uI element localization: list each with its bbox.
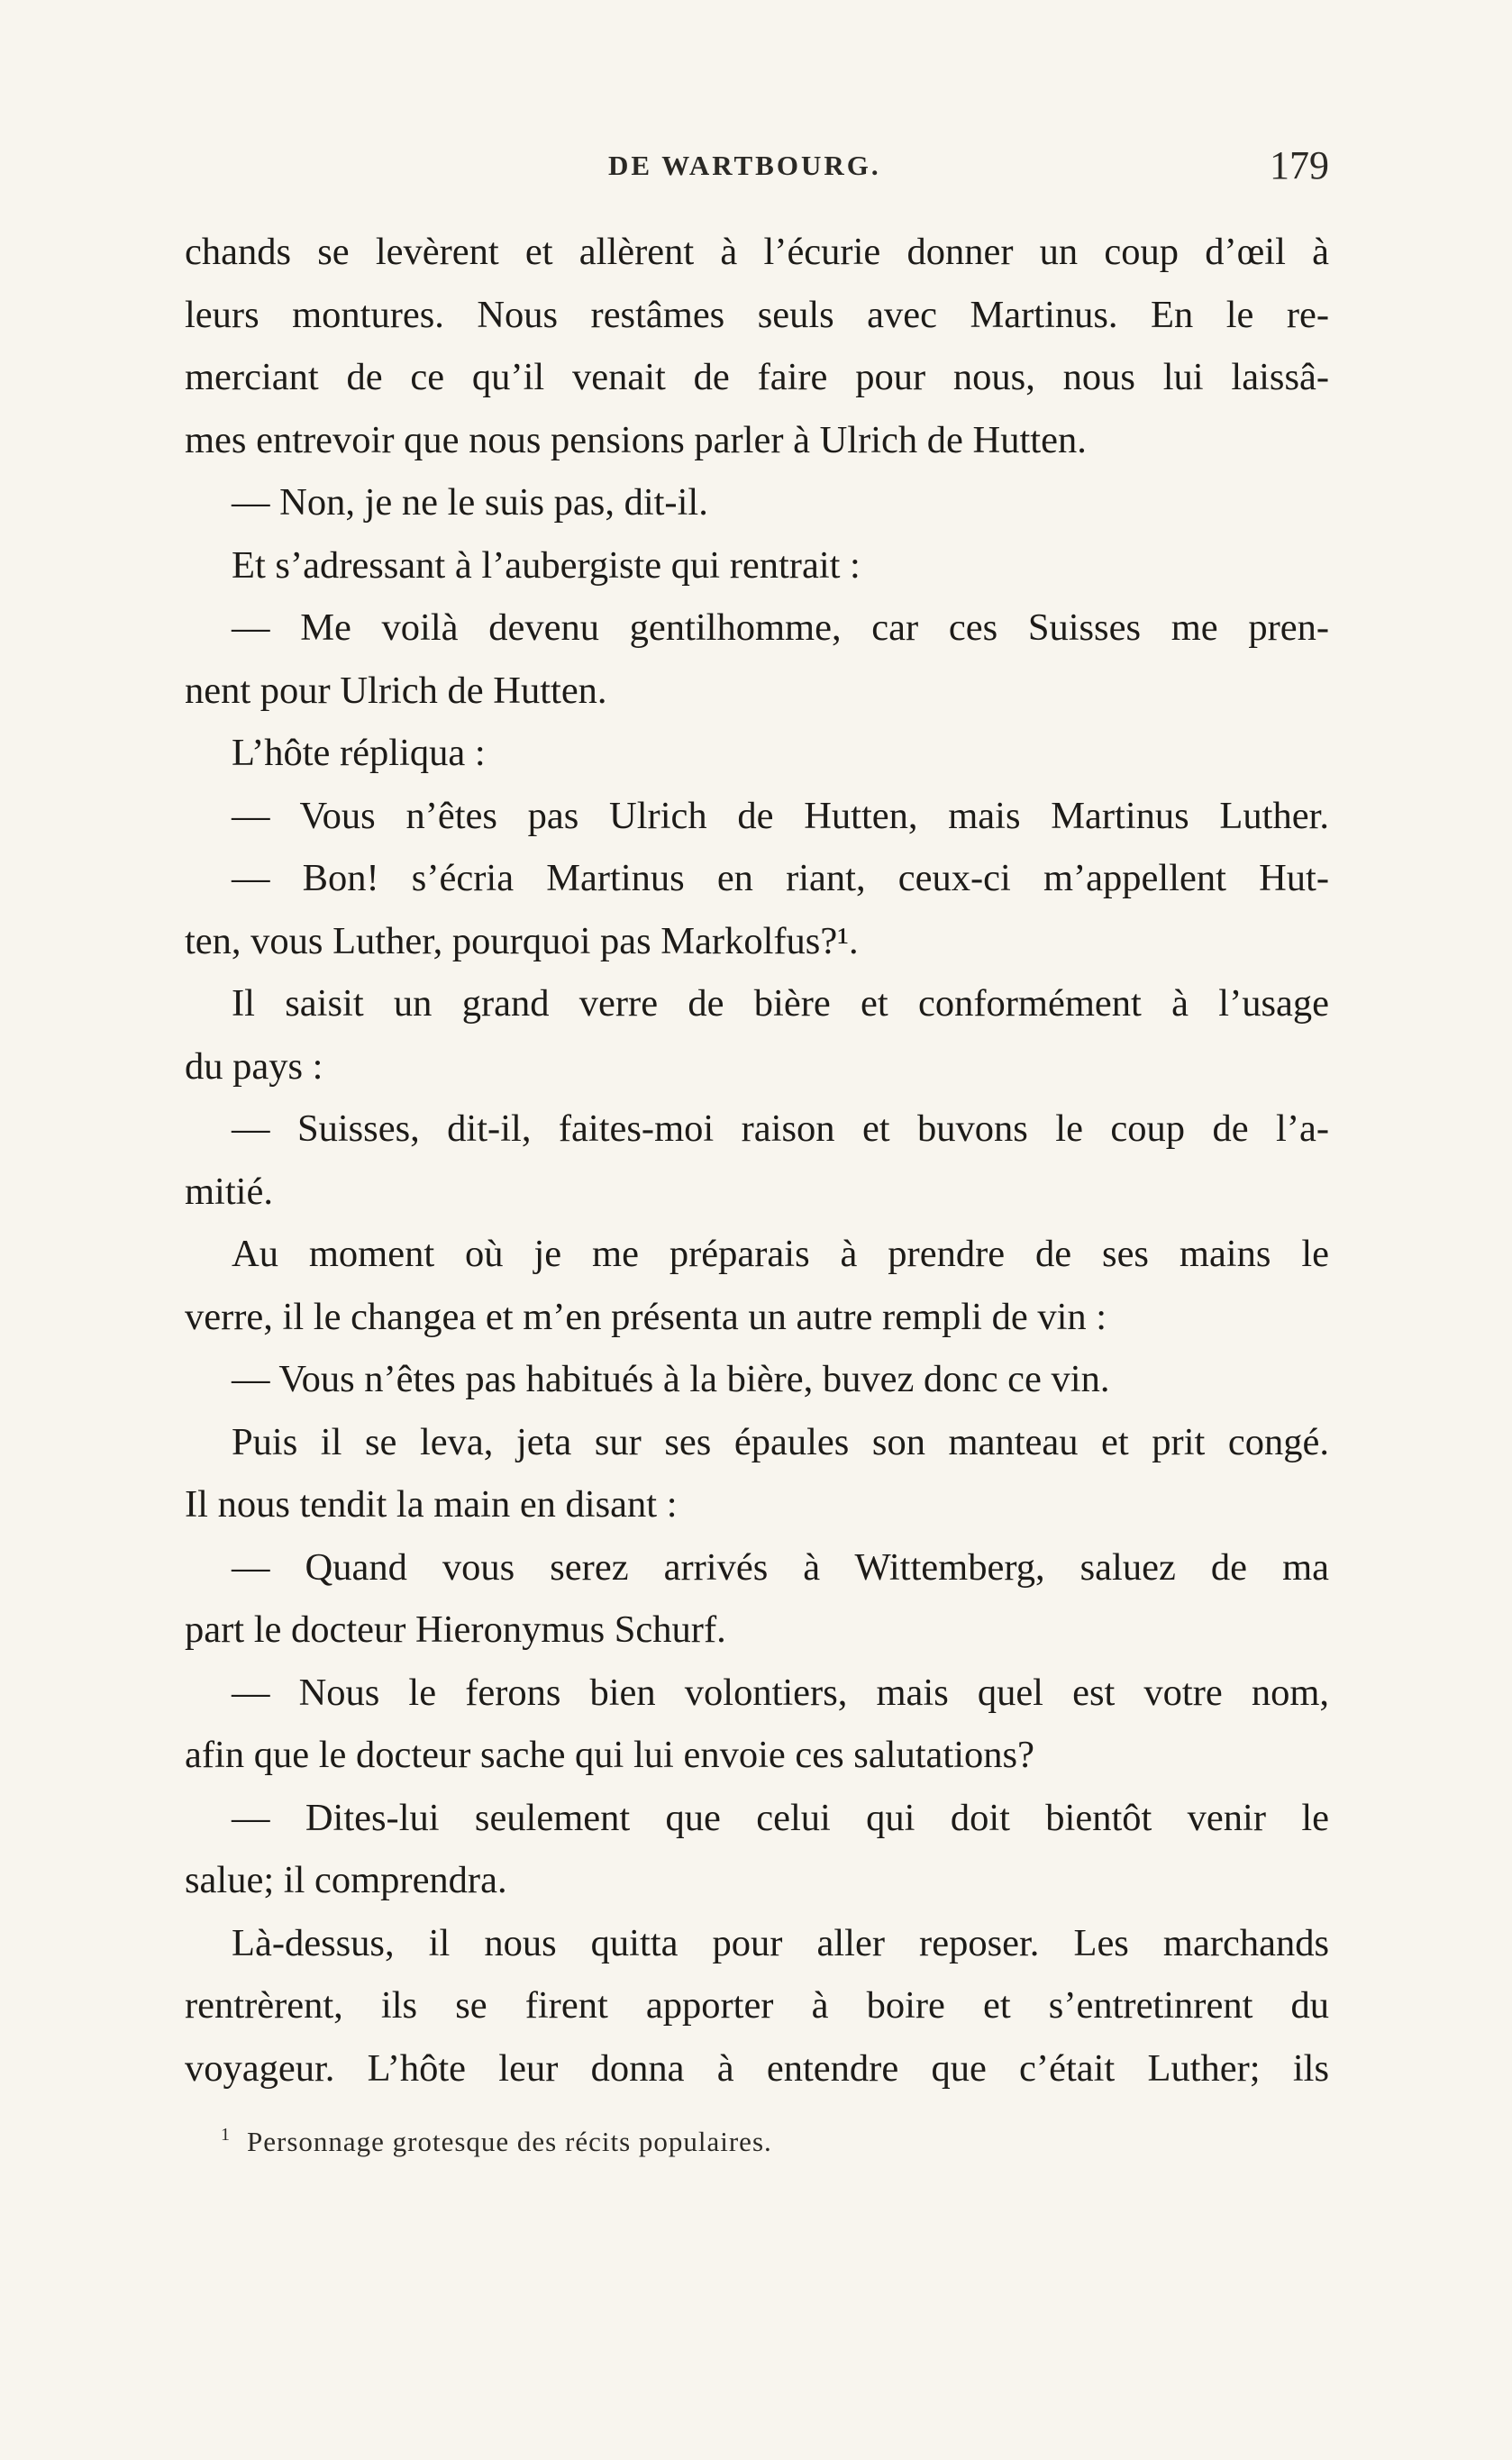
page-header: [185, 142, 1329, 196]
text-line: Au moment où je me préparais à prendre de ses mains le: [232, 1233, 1329, 1275]
text-line: afin que le docteur sache qui lui envoie ces salutations?: [185, 1734, 1034, 1776]
text-line: — Me voilà devenu gentilhomme, car ces Suisses me pren-: [232, 606, 1329, 649]
footnote-text: Personnage grotesque des récits populaires.: [247, 2126, 772, 2157]
text-line: rentrèrent, ils se firent apporter à boire et s’entretinrent du: [185, 1984, 1329, 2027]
text-line: leurs montures. Nous restâmes seuls avec Martinus. En le re-: [185, 293, 1329, 336]
text-line: salue; il comprendra.: [185, 1859, 507, 1901]
running-title: DE WARTBOURG.: [608, 150, 881, 181]
text-line: Puis il se leva, jeta sur ses épaules son manteau et prit congé.: [232, 1420, 1329, 1463]
text-line: merciant de ce qu’il venait de faire pour nous, nous lui laissâ-: [185, 356, 1329, 398]
text-line: — Vous n’êtes pas habitués à la bière, buvez donc ce vin.: [232, 1358, 1110, 1400]
text-line: voyageur. L’hôte leur donna à entendre que c’était Luther; ils: [185, 2046, 1329, 2090]
footnote: [221, 2125, 1302, 2158]
text-line: part le docteur Hieronymus Schurf.: [185, 1608, 726, 1651]
text-line: du pays :: [185, 1044, 323, 1088]
text-line: — Dites-lui seulement que celui qui doit bientôt venir le: [232, 1796, 1329, 1839]
text-line: — Non, je ne le suis pas, dit-il.: [232, 481, 708, 524]
text-line: — Vous n’êtes pas Ulrich de Hutten, mais Martinus Luther.: [232, 794, 1329, 837]
text-line: mes entrevoir que nous pensions parler à Ulrich de Hutten.: [185, 418, 1087, 461]
text-line: Et s’adressant à l’aubergiste qui rentrait :: [232, 543, 861, 587]
text-line: nent pour Ulrich de Hutten.: [185, 669, 607, 712]
text-line: Là-dessus, il nous quitta pour aller reposer. Les marchands: [232, 1921, 1329, 1964]
text-line: Il saisit un grand verre de bière et conformément à l’usage: [232, 982, 1329, 1025]
text-line: L’hôte répliqua :: [232, 732, 486, 774]
page-number: 179: [1270, 143, 1329, 187]
text-line: mitié.: [185, 1170, 273, 1213]
text-line: — Nous le ferons bien volontiers, mais quel est votre nom,: [232, 1671, 1329, 1714]
footnote-marker: 1: [221, 2125, 231, 2145]
text-line: Il nous tendit la main en disant :: [185, 1483, 678, 1526]
text-line: — Suisses, dit-il, faites-moi raison et buvons le coup de l’a-: [232, 1107, 1329, 1150]
text-line: verre, il le changea et m’en présenta un autre rempli de vin :: [185, 1295, 1107, 1338]
text-line: — Bon! s’écria Martinus en riant, ceux-ci m’appellent Hut-: [232, 857, 1329, 899]
text-line: chands se levèrent et allèrent à l’écurie donner un coup d’œil à: [185, 231, 1329, 273]
text-line: — Quand vous serez arrivés à Wittemberg, saluez de ma: [232, 1545, 1329, 1589]
text-line: ten, vous Luther, pourquoi pas Markolfus?¹.: [185, 919, 859, 962]
body-text: [185, 221, 1329, 2100]
